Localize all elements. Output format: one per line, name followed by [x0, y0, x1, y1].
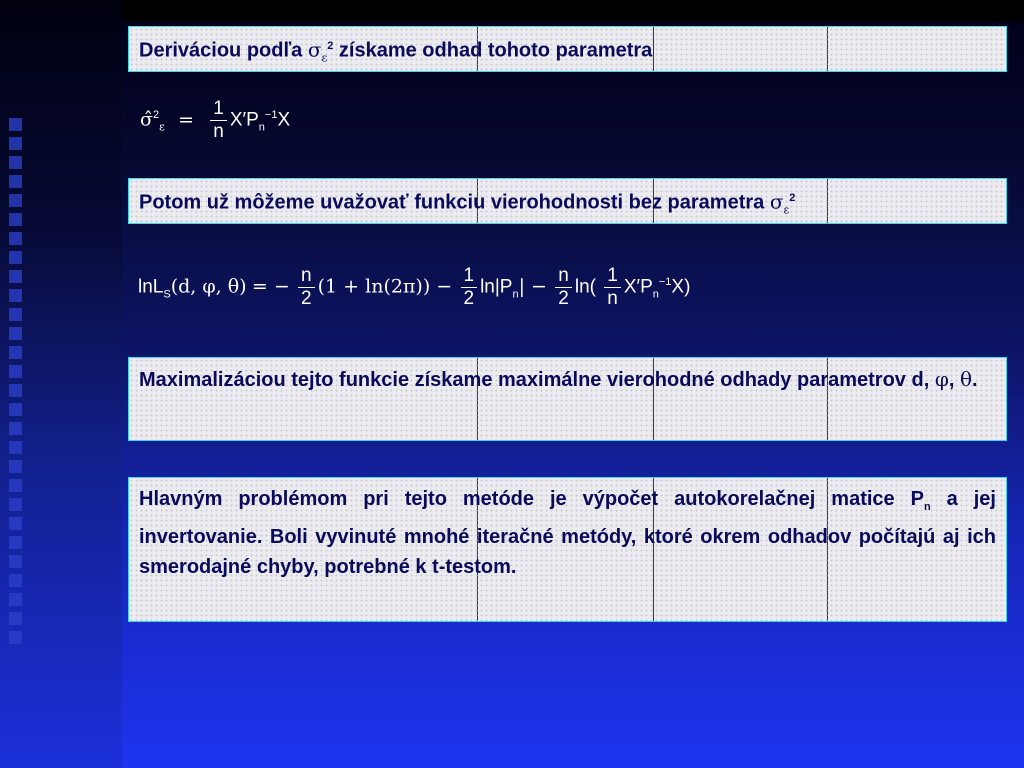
box1-text: Deriváciou podľa [139, 39, 308, 62]
frac-den: n [607, 288, 618, 309]
box4-text-end: a jej invertovanie. Boli vyvinuté mnohé iteračné metódy, ktoré okrem odhadov počítajú aj ich smerodajné chyby, potrebné k t-testom. [139, 488, 996, 578]
eq2-part4-end: X) [671, 276, 691, 298]
eq2-part3: ln( [574, 276, 596, 298]
decorative-square [9, 612, 22, 625]
epsilon-sub: ε [321, 51, 328, 65]
decorative-square [9, 289, 22, 302]
decorative-square [9, 251, 22, 264]
decorative-square [9, 517, 22, 530]
eq1-sup: 2 [152, 109, 160, 122]
square-sup: 2 [327, 40, 334, 52]
decorative-square [9, 327, 22, 340]
decorative-square [9, 631, 22, 644]
decorative-square [9, 346, 22, 359]
eq2-part4-sub: n [652, 288, 659, 301]
decorative-square [9, 403, 22, 416]
sigma-symbol: σ [769, 189, 784, 214]
eq2-part2-sub: n [512, 288, 519, 301]
eq1-body-sup: −1 [264, 109, 278, 122]
decorative-square [9, 308, 22, 321]
equation-log-likelihood [138, 265, 690, 310]
eq1-body-sub: n [258, 121, 265, 134]
eq1-tail: X [277, 109, 291, 131]
eq2-sub-s: S [163, 288, 171, 301]
fraction-1-n [604, 265, 621, 310]
equation-sigma-estimate [140, 98, 290, 143]
frac-den: 2 [301, 288, 312, 309]
frac-num: n [555, 265, 572, 288]
decorative-square [9, 593, 22, 606]
text-box-likelihood [128, 178, 1007, 224]
decorative-square [9, 232, 22, 245]
box1-text-end: získame odhad tohoto parametra [333, 39, 653, 62]
box3-text: Maximalizáciou tejto funkcie získame maximálne vierohodné odhady parametrov d, [139, 369, 935, 391]
decorative-square [9, 213, 22, 226]
decorative-square [9, 384, 22, 397]
frac-num: 1 [210, 98, 227, 121]
text-box-derivation [128, 26, 1007, 72]
box4-sub: n [923, 501, 931, 513]
decorative-square [9, 460, 22, 473]
eq2-part2: ln|P [480, 276, 513, 298]
decorative-square [9, 194, 22, 207]
frac-den: 2 [558, 288, 569, 309]
decorative-square [9, 441, 22, 454]
box4-text: Hlavným problémom pri tejto metóde je výpočet autokorelačnej matice P [139, 488, 924, 510]
eq2-part2-end: | − [518, 275, 547, 298]
decorative-square [9, 270, 22, 283]
decorative-square [9, 574, 22, 587]
text-box-main-problem [128, 477, 1007, 622]
eq1-sub: ε [159, 120, 165, 134]
eq2-equals: = − [251, 275, 290, 298]
eq1-body: X′P [229, 109, 259, 131]
theta-symbol: θ [959, 367, 972, 391]
frac-num: 1 [461, 265, 478, 288]
decorative-square [9, 422, 22, 435]
decorative-square [9, 137, 22, 150]
phi-symbol: φ [934, 367, 949, 391]
box3-sep: , [948, 369, 960, 391]
sigma-symbol: σ [307, 37, 322, 62]
frac-den: 2 [463, 288, 475, 309]
left-decorative-band [0, 0, 122, 768]
decorative-squares [9, 118, 25, 650]
decorative-square [9, 118, 22, 131]
fraction-1-n [210, 98, 227, 143]
decorative-square [9, 175, 22, 188]
eq2-lnl: lnL [138, 276, 164, 298]
sigma-hat: σ̂ [140, 108, 153, 131]
eq2-part4: X′P [623, 276, 653, 298]
frac-num: 1 [604, 265, 621, 288]
box2-text: Potom už môžeme uvažovať funkciu vierohodnosti bez parametra [139, 191, 770, 214]
fraction-n-2 [298, 265, 315, 310]
square-sup: 2 [789, 192, 796, 204]
eq2-args: (d, φ, θ) [170, 275, 247, 298]
decorative-square [9, 498, 22, 511]
fraction-n-2-b [555, 265, 572, 310]
frac-den: n [213, 121, 224, 142]
decorative-square [9, 365, 22, 378]
fraction-1-2 [461, 265, 478, 310]
epsilon-sub: ε [783, 203, 790, 217]
decorative-square [9, 479, 22, 492]
decorative-square [9, 536, 22, 549]
decorative-square [9, 156, 22, 169]
decorative-square [9, 555, 22, 568]
frac-num: n [298, 265, 315, 288]
equals-sign: = [178, 108, 195, 131]
eq2-part4-sup: −1 [658, 276, 672, 289]
eq2-part1: (1 + ln(2π)) − [317, 275, 453, 298]
text-box-maximization [128, 357, 1007, 441]
top-bar [0, 0, 1024, 22]
box3-end: . [972, 369, 978, 391]
